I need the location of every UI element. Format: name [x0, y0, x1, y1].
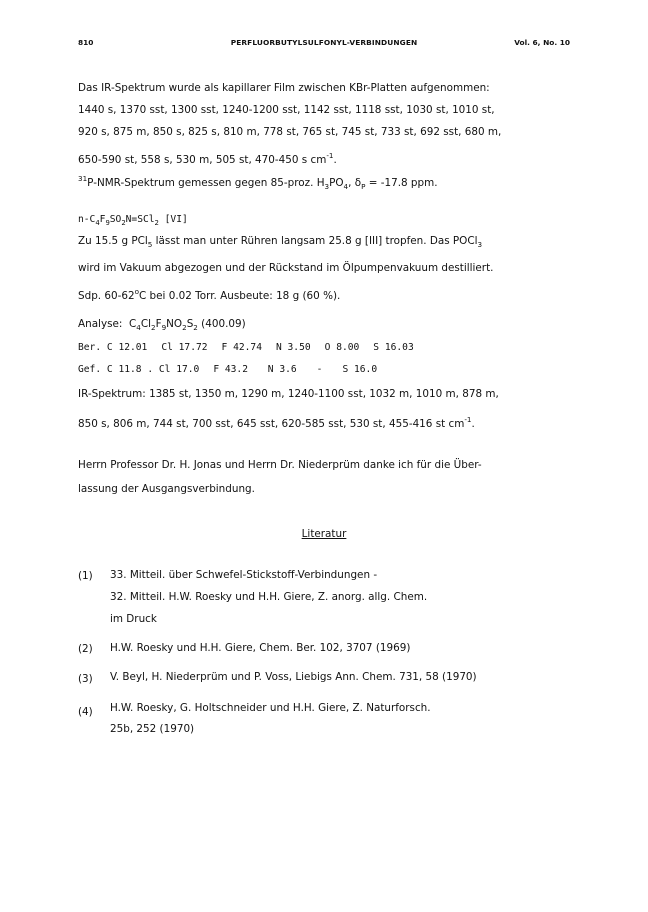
- analysis-formula: Analyse: $C_4Cl_2F_9NO_2S_2$ (400.09): [78, 318, 246, 332]
- thanks-line-1: Herrn Professor Dr. H. Jonas und Herrn Dr. Niederprüm danke ich für die Über-: [78, 459, 482, 471]
- thanks-line-2: lassung der Ausgangsverbindung.: [78, 483, 255, 495]
- reference-number: (2): [78, 643, 93, 655]
- page-number: 810: [78, 38, 94, 47]
- running-header: [78, 38, 570, 52]
- reference-line: H.W. Roesky und H.H. Giere, Chem. Ber. 102, 3707 (1969): [110, 642, 411, 654]
- reference-line: 32. Mitteil. H.W. Roesky und H.H. Giere, Z. anorg. allg. Chem.: [110, 591, 428, 603]
- prep-line-1: Zu 15.5 g PCl$_5$ lässt man unter Rühren langsam 25.8 g [III] tropfen. Das POCl$_3$: [78, 235, 483, 249]
- analysis-gef-row: Gef. C 11.8 . Cl 17.0 F 43.2 N 3.6 - S 16.0: [78, 364, 378, 375]
- ir-line-2: 920 s, 875 m, 850 s, 825 s, 810 m, 778 st, 765 st, 745 st, 733 st, 692 sst, 680 m,: [78, 126, 502, 138]
- reference-number: (3): [78, 673, 93, 685]
- ir-intro: Das IR-Spektrum wurde als kapillarer Film zwischen KBr-Platten aufgenommen:: [78, 82, 490, 94]
- literature-heading: Literatur: [301, 528, 347, 540]
- analysis-ber-row: Ber. C 12.01 Cl 17.72 F 42.74 N 3.50 O 8.00 S 16.03: [78, 342, 414, 353]
- ir-line-3: 650-590 st, 558 s, 530 m, 505 st, 470-450 s $cm^{-1}$.: [78, 151, 337, 166]
- reference-line: H.W. Roesky, G. Holtschneider und H.H. Giere, Z. Naturforsch.: [110, 702, 431, 714]
- reference-number: (4): [78, 706, 93, 718]
- compound-heading: $n-C_4F_9SO_2N=SCl_2$ [VI]: [78, 214, 188, 227]
- ir-line-1: 1440 s, 1370 sst, 1300 sst, 1240-1200 sst, 1142 sst, 1118 sst, 1030 st, 1010 st,: [78, 104, 495, 116]
- reference-line: im Druck: [110, 613, 157, 625]
- ir2-line-1: IR-Spektrum: 1385 st, 1350 m, 1290 m, 1240-1100 sst, 1032 m, 1010 m, 878 m,: [78, 388, 499, 400]
- volume-info: Vol. 6, No. 10: [514, 38, 570, 47]
- reference-line: 33. Mitteil. über Schwefel-Stickstoff-Verbindungen -: [110, 569, 378, 581]
- prep-line-2: wird im Vakuum abgezogen und der Rückstand im Ölpumpenvakuum destilliert.: [78, 262, 494, 274]
- prep-line-3: Sdp. 60-62$^o$C bei 0.02 Torr. Ausbeute: 18 g (60 %).: [78, 287, 341, 302]
- reference-line: V. Beyl, H. Niederprüm und P. Voss, Liebigs Ann. Chem. 731, 58 (1970): [110, 671, 477, 683]
- reference-line: 25b, 252 (1970): [110, 723, 195, 735]
- nmr-line: $^{31}$P-NMR-Spektrum gemessen gegen 85-proz. $H_3PO_4$, $\delta_P = -17.8$ ppm.: [78, 174, 438, 191]
- ir2-line-2: 850 s, 806 m, 744 st, 700 sst, 645 sst, 620-585 sst, 530 st, 455-416 st $cm^{-1}$.: [78, 415, 475, 430]
- reference-number: (1): [78, 570, 93, 582]
- running-title: PERFLUORBUTYLSULFONYL-VERBINDUNGEN: [230, 38, 418, 47]
